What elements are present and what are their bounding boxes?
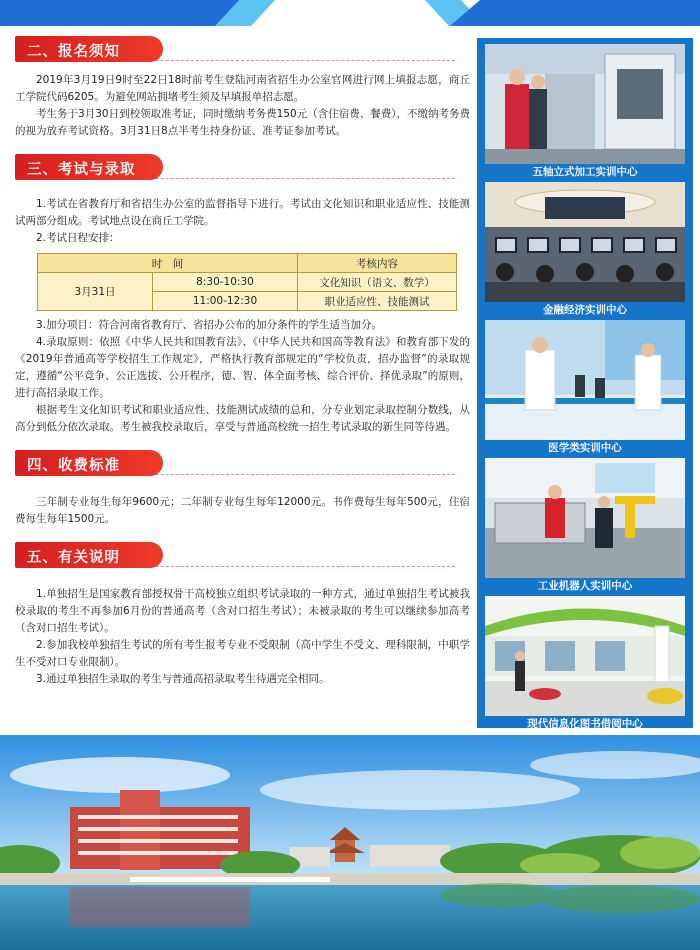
exam-content: 职业适应性、技能测试	[298, 292, 457, 311]
section-header	[15, 154, 470, 180]
paragraph: 3.加分项目：符合河南省教育厅、省招办公布的加分条件的学生适当加分。	[36, 319, 383, 331]
banner-left-bar	[0, 0, 250, 26]
section-title: 三、考试与录取	[27, 162, 136, 178]
section-fees	[15, 450, 470, 528]
exam-schedule-table	[37, 253, 457, 311]
paragraph: 4.录取原则：依照《中华人民共和国教育法》、《中华人民共和国高等教育法》和教育部下发的《2019年普通高等学校招生工作规定》，严格执行教育部规定的“学校负责，招办监督”的录取规定，遵循“公平竞争、公正选拔、公开程序，德、智、体全面考核、综合评价、择优录取”的原则，进行高招录取工作。	[15, 336, 470, 399]
section-exam	[15, 154, 470, 436]
paragraph: 2.考试日程安排：	[36, 232, 120, 244]
section-header	[15, 450, 470, 476]
photo-medical-lab	[485, 320, 685, 440]
content-column	[15, 36, 470, 696]
section-title: 二、报名须知	[27, 44, 120, 60]
photo-caption: 现代信息化图书借阅中心	[527, 718, 643, 730]
section-notes	[15, 542, 470, 688]
paragraph: 根据考生文化知识考试和职业适应性、技能测试成绩的总和，分专业划定录取控制分数线，从高分到低分依次录取。考生被我校录取后，享受与普通高校统一招生考试录取的新生同等待遇。	[15, 404, 470, 433]
paragraph: 三年制专业每生每年9600元；二年制专业每生每年12000元。书作费每生每年500元，住宿费每生每年1500元。	[15, 496, 470, 525]
section-header	[15, 36, 470, 62]
photo-panel	[477, 38, 693, 728]
header-time: 时 间	[38, 254, 298, 273]
photo-machining-center	[485, 44, 685, 164]
section-title: 四、收费标准	[27, 458, 120, 474]
header-content: 考核内容	[298, 254, 457, 273]
photo-caption: 金融经济实训中心	[543, 304, 627, 316]
paragraph: 3.通过单独招生录取的考生与普通高招录取考生待遇完全相同。	[36, 673, 330, 685]
photo-caption: 五轴立式加工实训中心	[532, 166, 638, 178]
exam-content: 文化知识（语文、数学）	[298, 273, 457, 292]
exam-time: 11:00-12:30	[153, 292, 298, 311]
exam-date: 3月31日	[38, 273, 153, 311]
table-row	[38, 273, 457, 292]
paragraph: 考生务于3月30日到校领取准考证，同时缴纳考务费150元（含住宿费、餐费），不缴纳考务费的视为放弃考试资格。3月31日8点半考生持身份证、准考证参加考试。	[15, 108, 470, 137]
photo-finance-lab	[485, 182, 685, 302]
section-registration	[15, 36, 470, 140]
paragraph: 2.参加我校单独招生考试的所有考生报考专业不受限制（高中学生不受文、理科限制，中职学生不受对口专业限制）。	[15, 639, 470, 668]
paragraph: 1.单独招生是国家教育部授权骨干高校独立组织考试录取的一种方式，通过单独招生考试被我校录取的考生不再参加6月份的普通高考（含对口招生考试）；未被录取的考生可以继续参加高考（含对口招生考试）。	[15, 588, 470, 634]
campus-scenery-image	[0, 735, 700, 950]
section-header	[15, 542, 470, 568]
photo-robotics-lab	[485, 458, 685, 578]
top-banner	[0, 0, 700, 26]
banner-right-bar	[450, 0, 700, 26]
section-title: 五、有关说明	[27, 550, 120, 566]
paragraph: 1.考试在省教育厅和省招生办公室的监督指导下进行。考试由文化知识和职业适应性、技能测试两部分组成。考试地点设在商丘工学院。	[15, 198, 470, 227]
photo-caption: 医学类实训中心	[548, 442, 622, 454]
paragraph: 2019年3月19日9时至22日18时前考生登陆河南省招生办公室官网进行网上填报志愿，商丘工学院代码6205。为避免网站拥堵考生须及早填报单招志愿。	[15, 74, 470, 103]
photo-caption: 工业机器人实训中心	[537, 580, 633, 592]
table-header-row	[38, 254, 457, 273]
exam-time: 8:30-10:30	[153, 273, 298, 292]
photo-library	[485, 596, 685, 716]
